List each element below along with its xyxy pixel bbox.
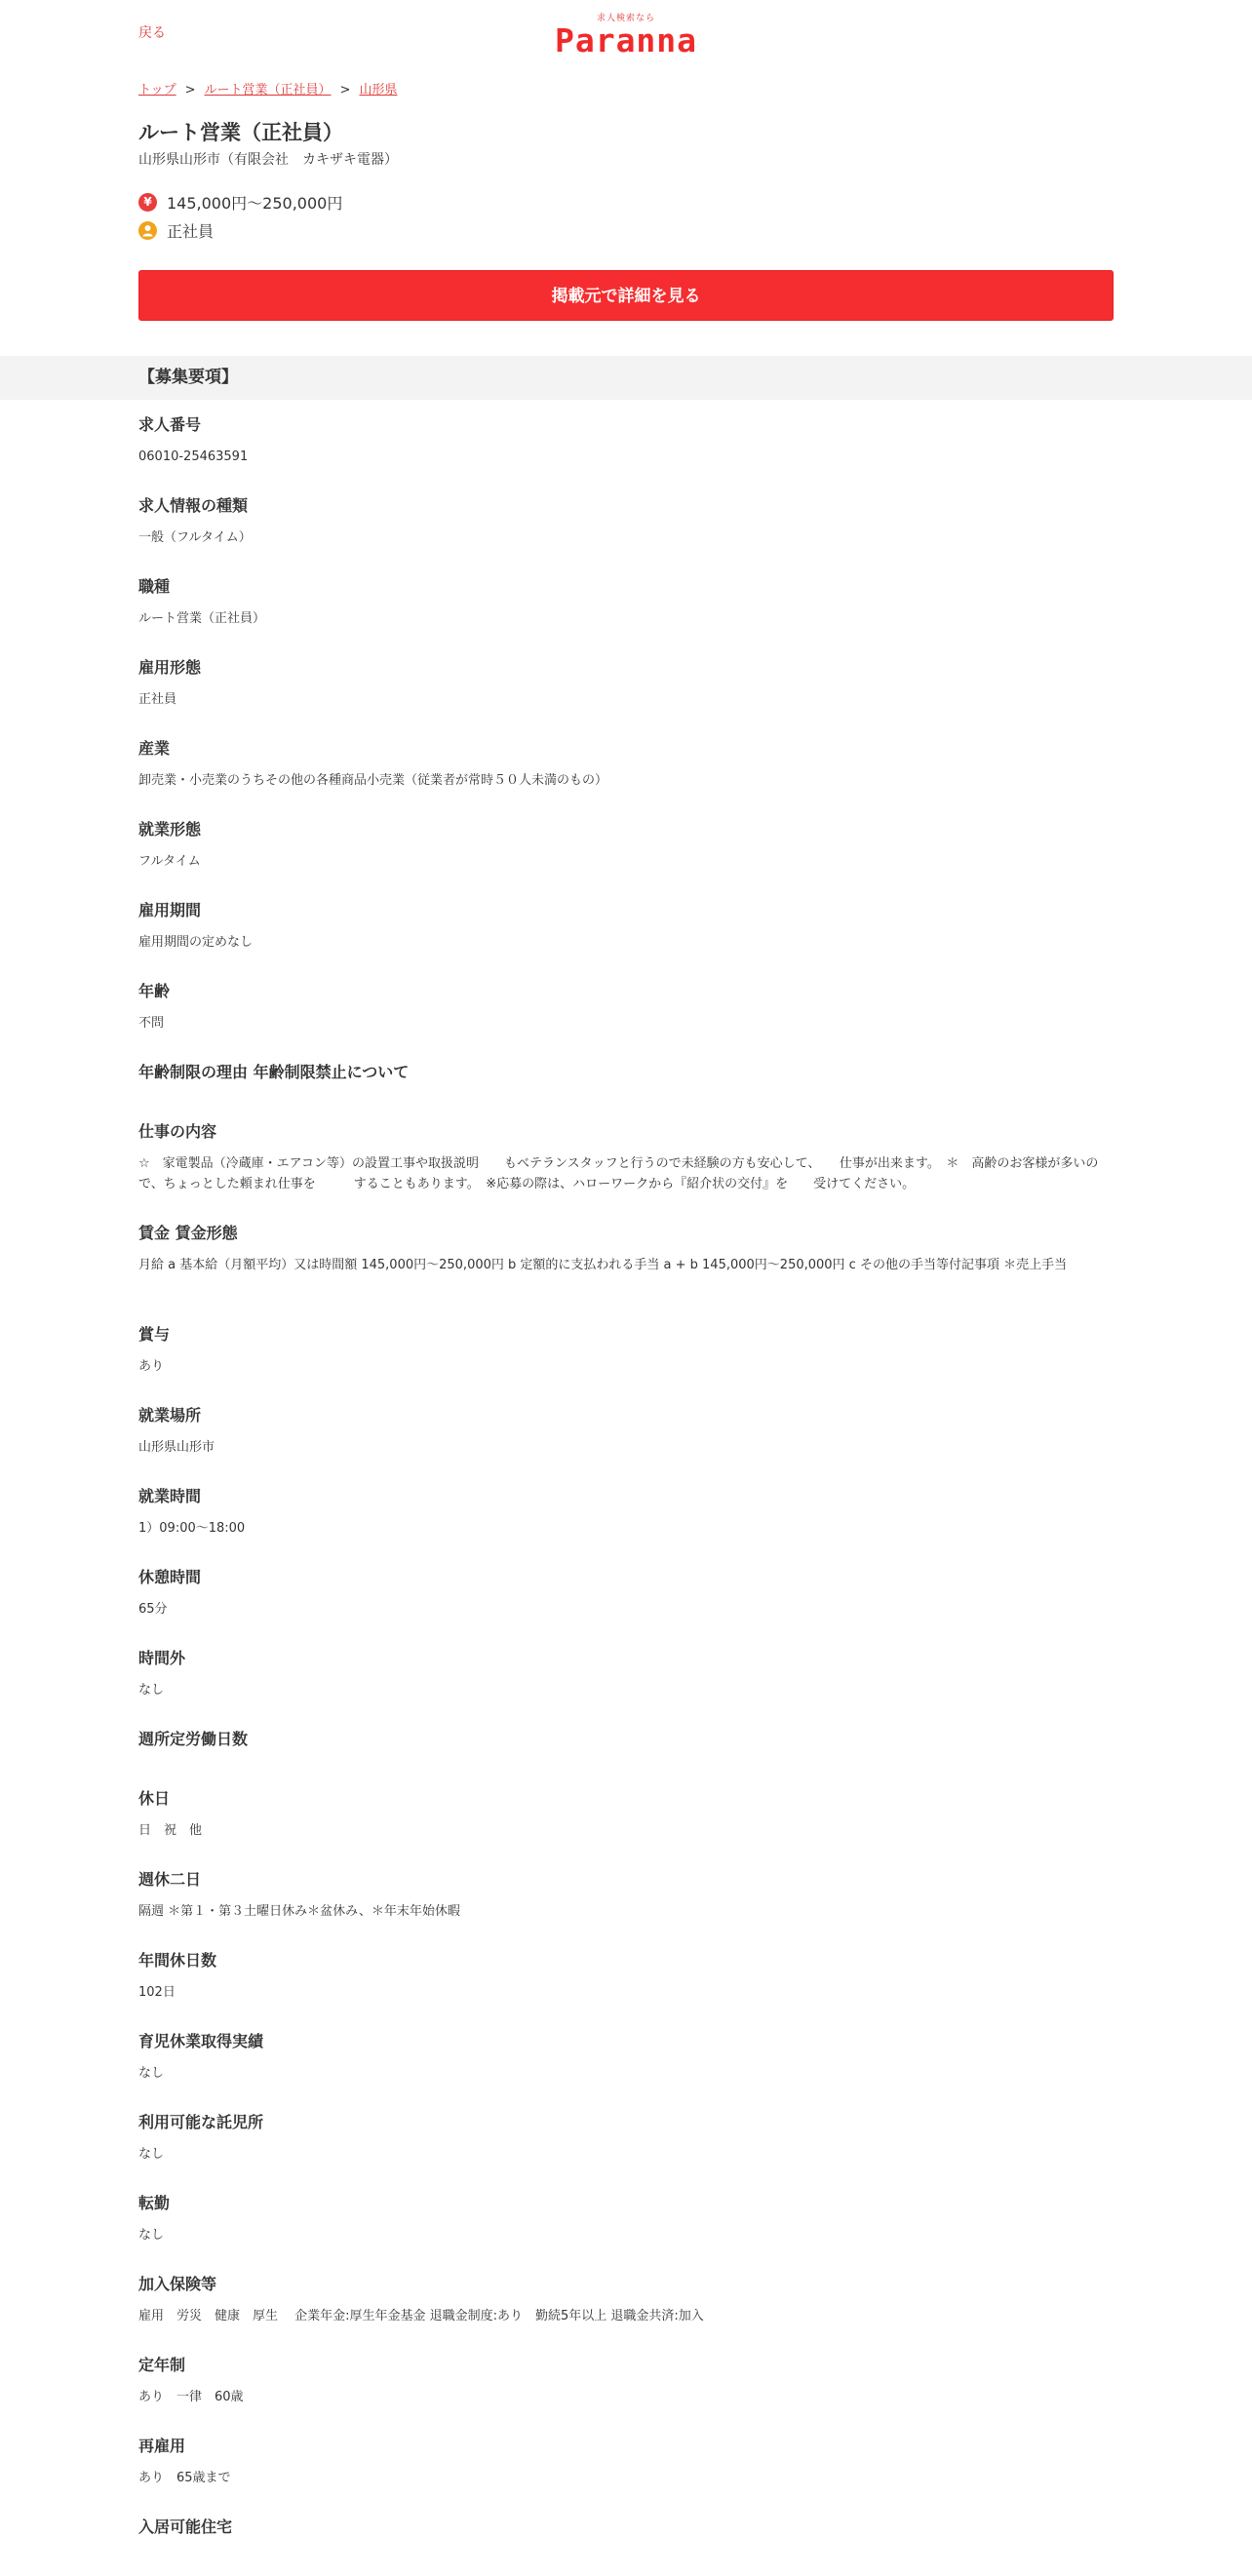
detail-value: 06010-25463591: [138, 449, 249, 464]
detail-item: [138, 1486, 1114, 1567]
detail-item: [138, 981, 1114, 1062]
detail-value: 雇用 労災 健康 厚生 企業年金:厚生年金基金 退職金制度:あり 勤続5年以上 退職金共済:加入: [138, 2309, 704, 2323]
logo-text: Paranna: [554, 21, 698, 59]
detail-item: [138, 2274, 1114, 2355]
detail-label: 再雇用: [138, 2437, 186, 2455]
detail-item: [138, 657, 1114, 738]
detail-value: なし: [138, 2066, 165, 2081]
detail-label: 年齢制限の理由 年齢制限禁止について: [138, 1063, 410, 1081]
detail-label: 定年制: [138, 2356, 186, 2374]
detail-value: なし: [138, 1683, 165, 1698]
detail-item: [138, 1788, 1114, 1869]
detail-label: 賞与: [138, 1325, 171, 1344]
detail-label: 週所定労働日数: [138, 1730, 249, 1748]
detail-label: 雇用期間: [138, 901, 202, 919]
detail-item: [138, 1121, 1114, 1223]
detail-label: 求人情報の種類: [138, 496, 249, 515]
detail-label: 週休二日: [138, 1870, 202, 1889]
detail-item: [138, 1324, 1114, 1405]
detail-value: あり 一律 60歳: [138, 2390, 244, 2404]
detail-label: 時間外: [138, 1649, 186, 1667]
logo[interactable]: [555, 14, 697, 58]
logo-tagline: 求人検索なら: [596, 14, 656, 23]
salary-row: [138, 189, 1114, 215]
detail-value: 一般（フルタイム）: [138, 530, 252, 545]
detail-value: 102日: [138, 1985, 176, 2000]
employment-type-text: 正社員: [167, 221, 215, 241]
breadcrumb-top[interactable]: トップ: [138, 83, 176, 98]
breadcrumb: トップ > ルート営業（正社員） > 山形県: [138, 83, 398, 98]
person-icon: [138, 221, 157, 240]
view-details-button[interactable]: 掲載元で詳細を見る: [138, 270, 1114, 321]
salary-text: 145,000円～250,000円: [167, 193, 343, 213]
detail-value: フルタイム: [138, 854, 201, 869]
section-header: [0, 356, 1252, 400]
detail-value: 卸売業・小売業のうちその他の各種商品小売業（従業者が常時５０人未満のもの）: [138, 773, 608, 788]
detail-item: [138, 1223, 1114, 1324]
detail-item: [138, 738, 1114, 819]
detail-item: [138, 819, 1114, 900]
detail-value: ルート営業（正社員）: [138, 611, 266, 626]
detail-item: [138, 495, 1114, 576]
detail-value: 月給 a 基本給（月額平均）又は時間額 145,000円～250,000円 b 定額的に支払われる手当 a + b 145,000円～250,000円 c その他の手当等付記事項 ＊売上手当: [138, 1258, 1068, 1272]
company-location: 山形県山形市（有限会社 カキザキ電器）: [138, 152, 398, 168]
detail-label: 賃金 賃金形態: [138, 1224, 238, 1242]
detail-label: 入居可能住宅: [138, 2517, 233, 2536]
detail-value: 1）09:00～18:00: [138, 1521, 246, 1536]
detail-label: 休憩時間: [138, 1568, 202, 1586]
detail-item: [138, 2031, 1114, 2112]
detail-value: 日 祝 他: [138, 1823, 203, 1838]
detail-value: 正社員: [138, 692, 177, 707]
detail-value: 不問: [138, 1016, 165, 1031]
detail-label: 雇用形態: [138, 658, 202, 677]
detail-label: 就業場所: [138, 1406, 202, 1425]
detail-label: 年齢: [138, 982, 171, 1000]
detail-item: [138, 414, 1114, 495]
detail-list: [138, 400, 1114, 2576]
detail-label: 求人番号: [138, 415, 202, 434]
detail-label: 休日: [138, 1789, 171, 1808]
detail-label: 育児休業取得実績: [138, 2032, 264, 2050]
detail-label: 年間休日数: [138, 1951, 217, 1970]
detail-value: 山形県山形市: [138, 1440, 215, 1455]
detail-label: 利用可能な託児所: [138, 2113, 264, 2131]
detail-label: 産業: [138, 739, 171, 758]
detail-value: 65分: [138, 1602, 168, 1617]
detail-label: 就業形態: [138, 820, 202, 839]
back-link[interactable]: 戻る: [138, 25, 166, 41]
detail-item: [138, 2112, 1114, 2193]
employment-row: [138, 217, 1114, 243]
detail-item: [138, 1729, 1114, 1788]
yen-icon: ¥: [138, 193, 157, 212]
breadcrumb-prefecture[interactable]: 山形県: [359, 83, 398, 98]
detail-value: あり: [138, 1359, 165, 1374]
header: [138, 0, 1114, 60]
detail-item: [138, 2193, 1114, 2274]
detail-value: ☆ 家電製品（冷蔵庫・エアコン等）の設置工事や取扱説明 もベテランスタッフと行うので未経験の方も安心して、 仕事が出来ます。 ＊ 高齢のお客様が多いので、ちょっとした頼まれ仕事を することもあります。 ※応募の際は、ハローワークから『紹介状の交付』を 受けてください。: [138, 1156, 1099, 1191]
detail-item: [138, 1869, 1114, 1950]
detail-value: あり 65歳まで: [138, 2471, 231, 2485]
detail-item: [138, 900, 1114, 981]
page-title: ルート営業（正社員）: [138, 121, 343, 144]
detail-item: [138, 1567, 1114, 1648]
detail-item: [138, 2436, 1114, 2517]
detail-label: 職種: [138, 577, 171, 596]
detail-label: 仕事の内容: [138, 1122, 217, 1141]
detail-item: [138, 1950, 1114, 2031]
detail-label: 転勤: [138, 2194, 171, 2212]
detail-value: なし: [138, 2147, 165, 2162]
job-meta: [138, 189, 1114, 243]
detail-value: 雇用期間の定めなし: [138, 935, 254, 950]
breadcrumb-category[interactable]: ルート営業（正社員）: [204, 83, 332, 98]
detail-label: 加入保険等: [138, 2275, 217, 2293]
detail-item: [138, 2517, 1114, 2576]
detail-item: [138, 1648, 1114, 1729]
detail-item: [138, 1062, 1114, 1121]
detail-value: なし: [138, 2228, 165, 2243]
detail-label: 就業時間: [138, 1487, 202, 1505]
detail-value: 隔週 ＊第１・第３土曜日休み＊盆休み、＊年末年始休暇: [138, 1904, 460, 1919]
detail-item: [138, 576, 1114, 657]
detail-item: [138, 1405, 1114, 1486]
section-title: 【募集要項】: [138, 368, 238, 387]
detail-item: [138, 2355, 1114, 2436]
